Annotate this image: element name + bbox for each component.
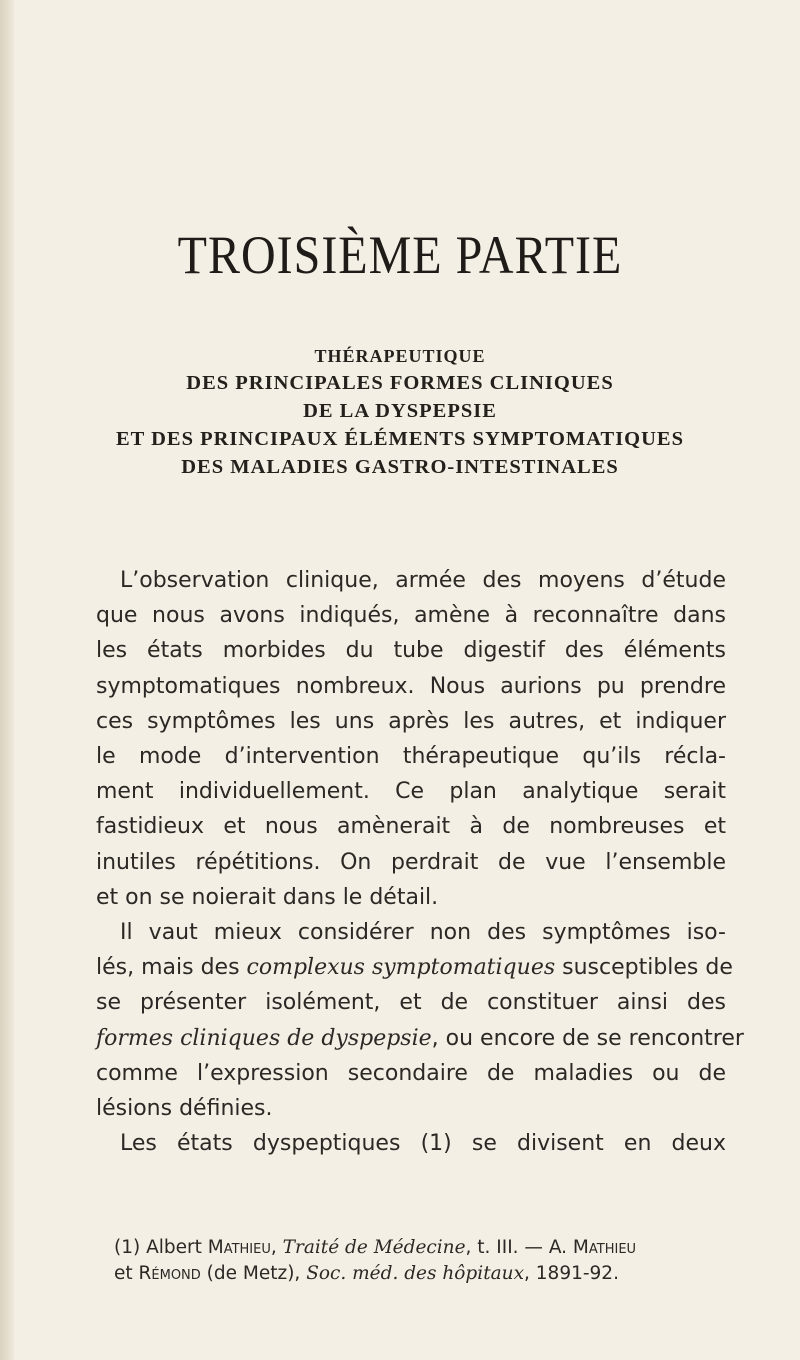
body-line: symptomatiques nombreux. Nous aurions pu prendre	[96, 673, 726, 699]
subtitle-line-3: DE LA DYSPEPSIE	[303, 400, 497, 422]
body-line: fastidieux et nous amènerait à de nombreuses et	[96, 814, 726, 840]
body-line: que nous avons indiqués, amène à reconnaître dans	[96, 603, 726, 629]
part-title: TROISIÈME PARTIE	[177, 225, 623, 286]
footnote-line-1	[114, 1235, 726, 1261]
body-line: le mode d’intervention thérapeutique qu’ils récla-	[96, 744, 726, 770]
body-line: ces symptômes les uns après les autres, et indiquer	[96, 708, 726, 734]
footnote	[114, 1235, 726, 1287]
body-line: comme l’expression secondaire de maladies ou de	[96, 1060, 726, 1086]
citation-title: Traité de Médecine	[282, 1237, 466, 1258]
body-line: les états morbides du tube digestif des éléments	[96, 638, 726, 664]
author-name: Mathieu	[207, 1237, 271, 1258]
footnote-run: (de Metz),	[200, 1263, 307, 1284]
body-line: Il vaut mieux considérer non des symptômes iso-	[120, 920, 726, 946]
body-text-run: susceptibles de	[555, 955, 733, 981]
body-line: inutiles répétitions. On perdrait de vue l’ensemble	[96, 849, 726, 875]
subtitle-line-5: DES MALADIES GASTRO-INTESTINALES	[181, 456, 619, 478]
footnote-run: (1) Albert	[114, 1237, 208, 1258]
footnote-run: ,	[270, 1237, 283, 1258]
body-line	[96, 1021, 744, 1056]
footnote-line-2	[114, 1261, 726, 1287]
subtitle-line-1: THÉRAPEUTIQUE	[314, 346, 486, 366]
body-paragraphs	[96, 563, 744, 1161]
citation-title: Soc. méd. des hôpitaux	[306, 1263, 525, 1284]
author-name: Rémond	[138, 1263, 201, 1284]
italic-term: complexus symptomatiques	[246, 955, 556, 981]
body-line	[96, 950, 733, 985]
body-line: et on se noierait dans le détail.	[96, 884, 439, 910]
subtitle-line-4: ET DES PRINCIPAUX ÉLÉMENTS SYMPTOMATIQUES	[115, 428, 684, 450]
body-line: Les états dyspeptiques (1) se divisent en deux	[120, 1131, 726, 1157]
body-line: ment individuellement. Ce plan analytique serait	[96, 779, 726, 805]
author-name: Mathieu	[572, 1237, 637, 1258]
body-text-run: , ou encore de se rencontrer	[431, 1025, 744, 1051]
body-line: se présenter isolément, et de constituer ainsi des	[96, 990, 726, 1016]
body-line: lésions définies.	[96, 1096, 273, 1122]
subtitle-line-2: DES PRINCIPALES FORMES CLINIQUES	[186, 372, 614, 394]
footnote-run: , 1891-92.	[524, 1263, 619, 1284]
body-line: L’observation clinique, armée des moyens d’étude	[120, 568, 726, 593]
italic-term: formes cliniques de dyspepsie	[96, 1025, 432, 1051]
footnote-run: , t. III. — A.	[465, 1237, 573, 1258]
body-text-run: lés, mais des	[96, 955, 247, 981]
footnote-run: et	[114, 1263, 139, 1284]
page-edge-shadow	[0, 0, 14, 1360]
